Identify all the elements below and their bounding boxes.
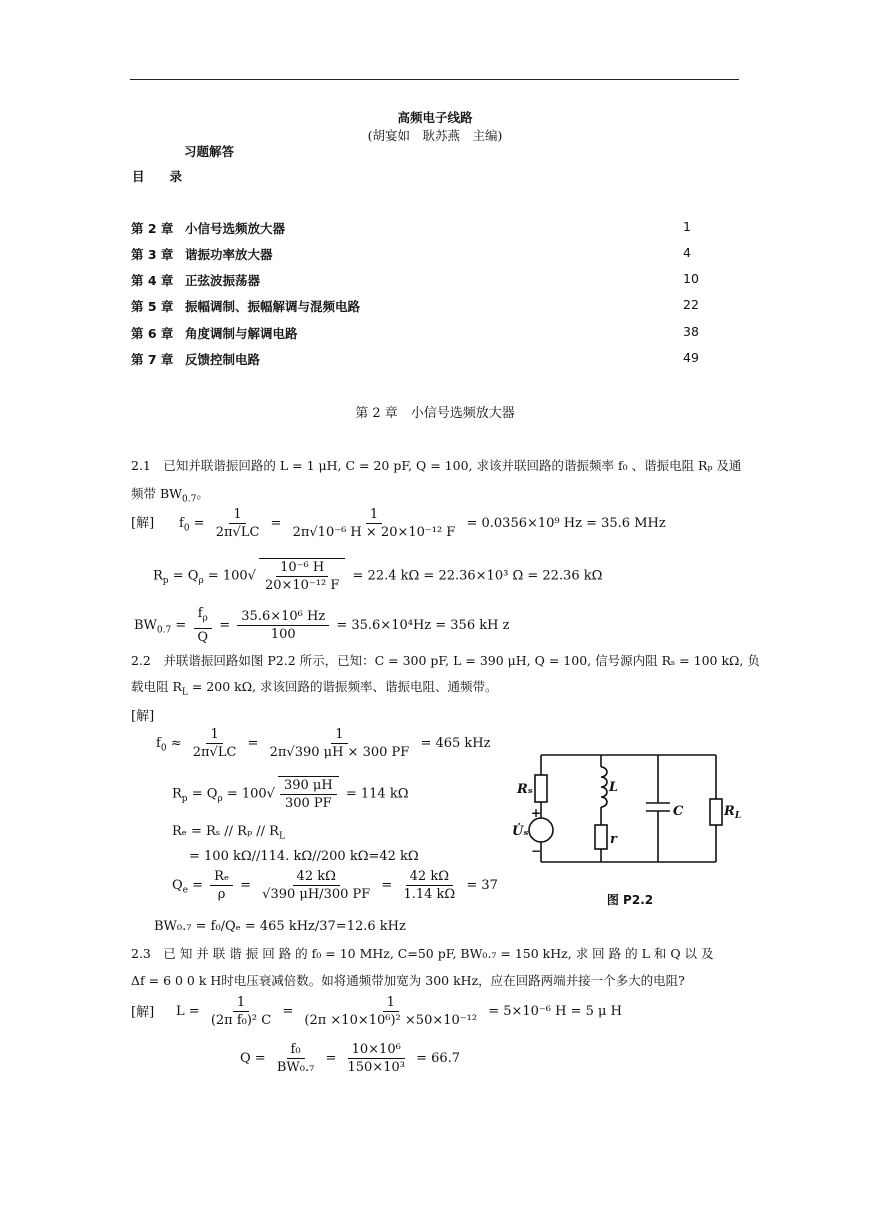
eq-lhs: f — [179, 516, 184, 531]
numerator: 1 — [366, 506, 382, 524]
fraction — [266, 726, 414, 761]
eq-lhs-sub: p — [162, 576, 169, 587]
eq-lhs-sub: p — [181, 794, 188, 805]
label-rl-sub: L — [734, 811, 742, 821]
toc-entry[interactable] — [131, 245, 701, 263]
numerator: 10×10⁶ — [348, 1041, 405, 1059]
equation-2-2-re — [172, 822, 285, 847]
eq-coef: = 100 — [207, 568, 248, 584]
eq-lhs-sub: 0 — [183, 523, 190, 534]
equation-2-2-qe: $Q_e$ = $\frac{\text{Rₑ}}{\rho}$ = $\frac{42 k\Omega}{√390 \mu H/300 PF}$ = $\frac{42 k\Omega}{1.14 k\Omega}$ = 37 — [172, 869, 498, 902]
eq-rhs: = 465 kHz — [420, 736, 491, 751]
numerator: 10⁻⁶ H — [276, 559, 328, 577]
solution-label: [解] — [131, 516, 155, 531]
denominator: 1.14 kΩ — [403, 887, 456, 902]
equation-2-1-f0: $f_0$ = $\frac{1}{2\pi√LC}$ = $\frac{1}{\text{2π√10⁻⁶ H × 20×10⁻¹² F}}$ = 0.0356×10⁹ Hz = 35.6 MHz — [179, 507, 666, 540]
toc-title: 正弦波振荡器 — [185, 273, 261, 288]
doc-title: 高频电子线路 — [397, 110, 473, 125]
label-rs: Rₛ — [517, 782, 533, 797]
equation-2-1-bw: $BW_{0.7}$ = $\frac{f_\rho}{Q}$ = $\frac{\text{35.6×10⁶ Hz}}{100}$ = 35.6×10⁴Hz = 356 kH z — [134, 606, 510, 645]
numerator: 1 — [229, 506, 245, 524]
eq-lhs: R — [172, 786, 182, 802]
denominator: ρ — [217, 887, 226, 902]
eq-rhs: = 5×10⁻⁶ H = 5 μ H — [488, 1004, 622, 1019]
fraction — [259, 558, 345, 594]
label-minus: − — [531, 844, 542, 858]
equation-2-3-q: Q = $\frac{\text{f₀}}{\text{BW₀.₇}}$ = $\frac{\text{10×10⁶}}{\text{150×10³}}$ = 66.7 — [240, 1042, 461, 1075]
equation-2-3-l: L = $\frac{1}{\text{(2π f₀)² C}}$ = $\frac{1}{\text{(2π ×10×10⁶)² ×50×10⁻¹²}}$ = 5×10⁻⁶ H = 5 μ H — [176, 995, 622, 1028]
text-part: 。 — [196, 486, 209, 501]
eq-mid: = Q — [191, 786, 218, 802]
fraction — [273, 1041, 318, 1076]
toc-entry[interactable] — [131, 350, 701, 368]
denominator: 150×10³ — [347, 1060, 405, 1075]
problem-2-3-text: 2.3 已 知 并 联 谐 振 回 路 的 f₀ = 10 MHz, C=50 pF, BW₀.₇ = 150 kHz, 求 回 路 的 L 和 Q 以 及 — [131, 946, 714, 961]
numerator: 42 kΩ — [406, 868, 453, 886]
denominator: 2π√LC — [192, 745, 237, 760]
text-part: 载电阻 R — [131, 679, 182, 694]
numerator — [194, 605, 212, 629]
toc-page: 4 — [683, 245, 691, 260]
solution-label: [解] — [131, 1005, 155, 1020]
toc-page: 49 — [683, 350, 699, 365]
eq-op: ≈ — [170, 736, 182, 751]
label-r: r — [610, 832, 617, 847]
eq-lhs-sub: 0 — [160, 743, 167, 754]
toc-title: 反馈控制电路 — [185, 352, 261, 367]
problem-2-3-text-2: Δf = 6 0 0 k H时电压衰减倍数。如将通频带加宽为 300 kHz，应在回路两端并接一个多大的电阻? — [131, 973, 685, 988]
numerator-sub: ρ — [202, 613, 208, 624]
numerator: 1 — [331, 726, 347, 744]
label-c: C — [673, 804, 684, 819]
toc-entry[interactable] — [131, 271, 701, 289]
toc-title: 谐振功率放大器 — [185, 247, 273, 262]
eq-coef: = 100 — [226, 786, 267, 802]
equation-2-2-bw: BW₀.₇ = f₀/Qₑ = 465 kHz/37=12.6 kHz — [154, 919, 406, 934]
fraction — [300, 994, 481, 1029]
label-us: U̇ₛ — [512, 824, 529, 839]
fraction — [210, 868, 233, 903]
toc-title: 小信号选频放大器 — [185, 221, 286, 236]
eq-lhs: Q — [172, 878, 183, 893]
fraction — [212, 506, 264, 541]
numerator-part: f — [197, 606, 203, 621]
eq-rhs: = 35.6×10⁴Hz = 356 kH z — [336, 617, 510, 633]
eq-lhs-sub: e — [182, 885, 188, 896]
fraction — [207, 994, 275, 1029]
figure-caption: 图 P2.2 — [606, 893, 654, 907]
numerator: 35.6×10⁶ Hz — [237, 608, 329, 626]
chapter-heading: 第 2 章 小信号选频放大器 — [355, 406, 515, 421]
fraction — [237, 608, 329, 643]
problem-2-2-text: 2.2 并联谐振回路如图 P2.2 所示，已知：C = 300 pF, L = 390 μH, Q = 100, 信号源内阻 Rₛ = 100 kΩ, 负 — [131, 653, 760, 668]
problem-2-1-text: 2.1 已知并联谐振回路的 L = 1 μH, C = 20 pF, Q = 100, 求该并联回路的谐振频率 f₀ 、谐振电阻 Rₚ 及通 — [131, 458, 742, 473]
numerator: Rₑ — [210, 868, 233, 886]
eq-lhs: Q = — [240, 1051, 266, 1066]
eq-rhs: = 0.0356×10⁹ Hz = 35.6 MHz — [466, 516, 666, 531]
denominator: Q — [197, 629, 209, 645]
denominator: 300 PF — [284, 796, 332, 811]
toc-page: 10 — [683, 271, 699, 286]
header-rule — [130, 79, 739, 80]
label-plus: + — [531, 806, 542, 820]
circuit-diagram-p2-2 — [505, 745, 750, 910]
denominator: 2π√LC — [215, 525, 260, 540]
fraction — [289, 506, 460, 541]
fraction — [193, 605, 212, 646]
denominator: BW₀.₇ — [276, 1060, 315, 1075]
eq-text: Rₑ = Rₛ // Rₚ // R — [172, 824, 279, 839]
doc-editors: (胡宴如 耿苏燕 主编) — [367, 128, 503, 143]
text-part: 频带 BW — [131, 486, 183, 501]
eq-lhs: R — [153, 568, 163, 584]
denominator: (2π ×10×10⁶)² ×50×10⁻¹² — [304, 1013, 478, 1028]
label-rl — [723, 804, 741, 821]
label-rl-main: R — [724, 804, 735, 819]
toc-chapter: 第 5 章 — [131, 299, 174, 314]
eq-lhs-sub: 0.7 — [156, 625, 172, 636]
denominator: √390 μH/300 PF — [262, 887, 371, 902]
fraction — [399, 868, 459, 903]
equation-2-1-rp: $R_p = Q_\rho = 100√$ $\frac{\text{10⁻⁶ H}}{\text{20×10⁻¹² F}}$ = 22.4 kΩ = 22.36×10³ Ω = 22.36 kΩ — [153, 560, 603, 593]
toc-chapter: 第 2 章 — [131, 221, 174, 236]
denominator: 2π√10⁻⁶ H × 20×10⁻¹² F — [292, 525, 456, 540]
toc-entry[interactable] — [131, 324, 701, 342]
denominator: 2π√390 μH × 300 PF — [269, 745, 410, 760]
toc-chapter: 第 3 章 — [131, 247, 174, 262]
equation-2-2-rp: $R_p = Q_\rho = 100√$ $\frac{390 \mu H}{300 PF}$ = 114 kΩ — [172, 778, 409, 811]
fraction — [189, 726, 241, 761]
toc-page: 1 — [683, 219, 691, 234]
numerator: 1 — [233, 994, 249, 1012]
eq-rhs: = 114 kΩ — [345, 786, 409, 802]
toc-title: 角度调制与解调电路 — [185, 326, 298, 341]
eq-rhs: = 37 — [466, 878, 498, 893]
eq-sub: L — [278, 831, 285, 842]
denominator: 100 — [270, 626, 296, 642]
eq-rhs: = 66.7 — [416, 1051, 461, 1066]
equation-2-2-f0: $f_0$ ≈ $\frac{1}{2\pi√LC}$ = $\frac{1}{2\pi√390 \mu H \times 300 PF}$ = 465 kHz — [156, 727, 491, 760]
equation-2-2-re-value: = 100 kΩ//114. kΩ//200 kΩ=42 kΩ — [189, 849, 419, 864]
doc-subtitle: 习题解答 — [184, 144, 235, 159]
numerator: 1 — [206, 726, 222, 744]
problem-2-2-text-2 — [131, 677, 498, 703]
eq-mid-sub: ρ — [198, 576, 204, 587]
toc-entry[interactable] — [131, 297, 701, 315]
eq-lhs: BW — [134, 617, 157, 633]
fraction — [343, 1041, 408, 1076]
denominator: 20×10⁻¹² F — [264, 578, 340, 593]
text-sub: L — [181, 687, 188, 698]
denominator: (2π f₀)² C — [210, 1013, 272, 1028]
eq-mid: = Q — [172, 568, 199, 584]
toc-entry[interactable] — [131, 219, 701, 237]
toc-label: 目 录 — [132, 169, 183, 184]
eq-lhs: L = — [176, 1004, 200, 1019]
toc-chapter: 第 6 章 — [131, 326, 174, 341]
toc-page: 22 — [683, 297, 699, 312]
numerator: 390 μH — [280, 777, 337, 795]
eq-rhs: = 22.4 kΩ = 22.36×10³ Ω = 22.36 kΩ — [352, 568, 603, 584]
label-l: L — [609, 780, 619, 795]
numerator: f₀ — [287, 1041, 305, 1059]
eq-mid-sub: ρ — [217, 794, 223, 805]
text-sub: 0.7 — [182, 494, 197, 505]
fraction — [278, 776, 339, 812]
toc-chapter: 第 4 章 — [131, 273, 174, 288]
fraction — [258, 868, 374, 903]
toc-chapter: 第 7 章 — [131, 352, 174, 367]
text-part: = 200 kΩ, 求该回路的谐振频率、谐振电阻、通频带。 — [187, 679, 498, 694]
eq-lhs: f — [156, 736, 161, 751]
toc-title: 振幅调制、振幅解调与混频电路 — [185, 299, 361, 314]
numerator: 42 kΩ — [293, 868, 340, 886]
solution-label: [解] — [131, 709, 155, 724]
numerator: 1 — [383, 994, 399, 1012]
toc-page: 38 — [683, 324, 699, 339]
